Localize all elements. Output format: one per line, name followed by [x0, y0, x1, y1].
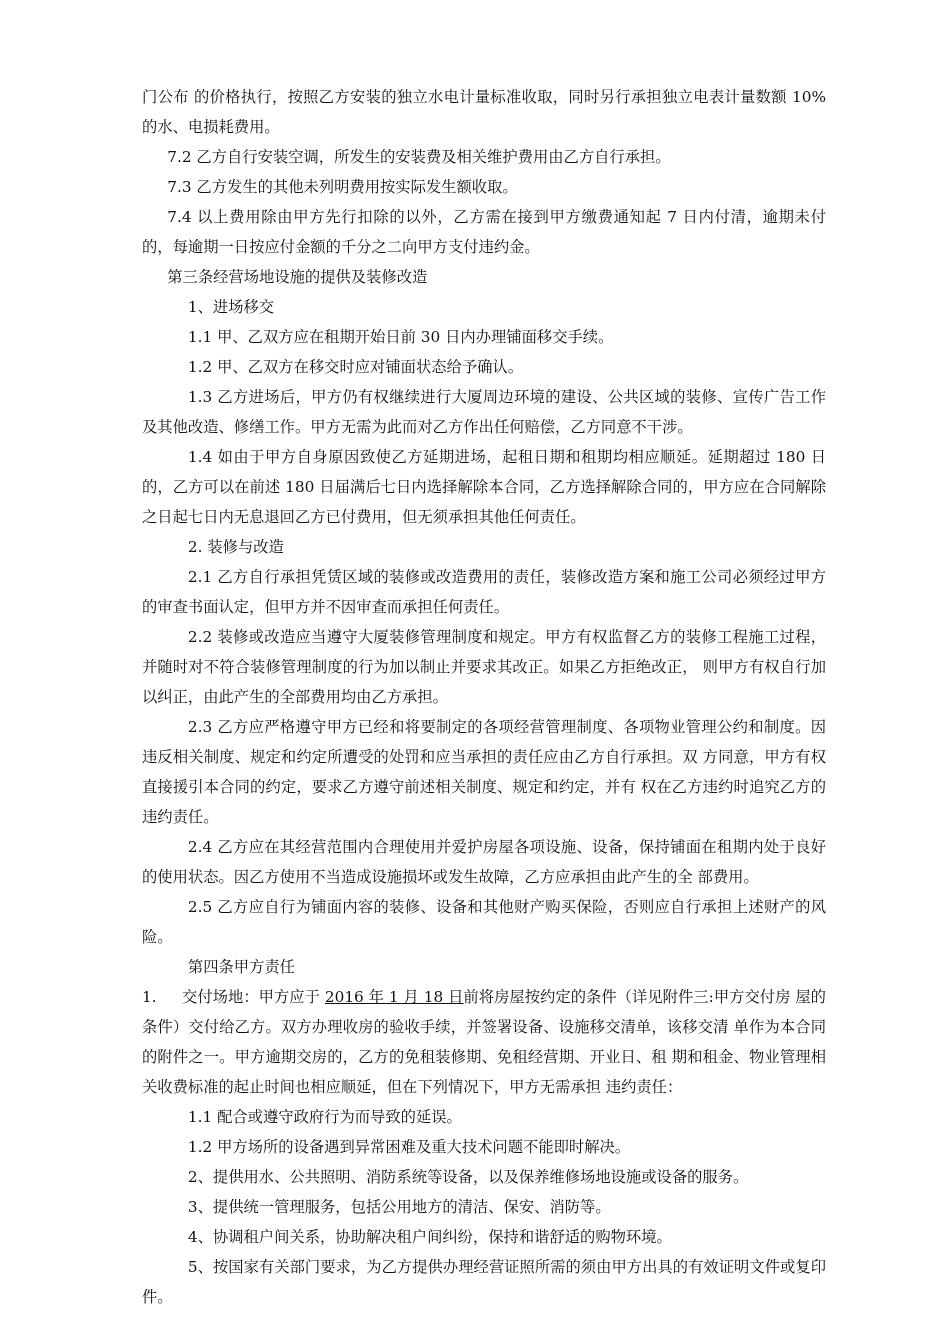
clause-delivery-text-after: 前将房屋按约定的条件（详见附件三:甲方交付房 屋的条件）交付给乙方。双方办理收房的验收手续，并签署设备、设施移交清单，该移交清 单作为本合同的附件之一。甲方逾期交房的，乙方的免租装修期、免租经营期、开业日、租 期和租金、物业管理相关收费标准的起止时间也相应顺延，但在下列情况下，甲方无需承担 违约责任： — [142, 988, 826, 1096]
clause-delivery-number: 1. — [142, 988, 157, 1006]
section-2-heading: 2. 装修与改造 — [187, 538, 284, 556]
clause-2-1: 2.1 乙方自行承担凭赁区域的装修或改造费用的责任，装修改造方案和施工公司必须经过甲方的审查书面认定，但甲方并不因审查而承担任何责任。 — [142, 568, 826, 616]
article-4-heading: 第四条甲方责任 — [187, 958, 295, 976]
clause-1-2: 1.2 甲、乙双方在移交时应对铺面状态给予确认。 — [187, 358, 524, 376]
clause-1-1: 1.1 甲、乙双方应在租期开始日前 30 日内办理铺面移交手续。 — [187, 328, 614, 346]
clause-7-3: 7.3 乙方发生的其他未列明费用按实际发生额收取。 — [167, 178, 518, 196]
clause-2-2: 2.2 装修或改造应当遵守大厦装修管理制度和规定。甲方有权监督乙方的装修工程施工过程，并随时对不符合装修管理制度的行为加以制止并要求其改正。如果乙方拒绝改正， 则甲方有权自行加以纠正，由此产生的全部费用均由乙方承担。 — [142, 628, 826, 706]
clause-4-5: 5、按国家有关部门要求，为乙方提供办理经营证照所需的须由甲方出具的有效证明文件或复印件。 — [142, 1258, 826, 1306]
clause-delivery-text-before: 交付场地：甲方应于 — [182, 988, 325, 1006]
clause-7-4: 7.4 以上费用除由甲方先行扣除的以外，乙方需在接到甲方缴费通知起 7 日内付清，逾期未付的，每逾期一日按应付金额的千分之二向甲方支付违约金。 — [142, 208, 826, 256]
clause-1-3: 1.3 乙方进场后，甲方仍有权继续进行大厦周边环境的建设、公共区域的装修、宣传广告工作及其他改造、修缮工作。甲方无需为此而对乙方作出任何赔偿，乙方同意不干涉。 — [142, 388, 826, 436]
clause-4-1-1: 1.1 配合或遵守政府行为而导致的延误。 — [187, 1108, 462, 1126]
clause-4-4: 4、协调租户间关系，协助解决租户间纠纷，保持和谐舒适的购物环境。 — [187, 1228, 672, 1246]
clause-2-5: 2.5 乙方应自行为铺面内容的装修、设备和其他财产购买保险，否则应自行承担上述财产的风险。 — [142, 898, 826, 946]
paragraph-water-electric-fee: 门公布 的价格执行，按照乙方安装的独立水电计量标准收取，同时另行承担独立电表计量数额 10%的水、电损耗费用。 — [142, 88, 826, 136]
clause-4-2: 2、提供用水、公共照明、消防系统等设备，以及保养维修场地设施或设备的服务。 — [187, 1168, 749, 1186]
clause-4-1-2: 1.2 甲方场所的设备遇到异常困难及重大技术问题不能即时解决。 — [187, 1138, 631, 1156]
clause-4-3: 3、提供统一管理服务，包括公用地方的清洁、保安、消防等。 — [187, 1198, 611, 1216]
article-3-heading: 第三条经营场地设施的提供及装修改造 — [167, 268, 428, 286]
clause-delivery — [142, 982, 826, 1102]
document-page — [142, 82, 826, 1312]
clause-1-4: 1.4 如由于甲方自身原因致使乙方延期进场，起租日期和租期均相应顺延。延期超过 180 日的，乙方可以在前述 180 日届满后七日内选择解除本合同，乙方选择解除合同的，甲方应在合同解除之日起七日内无息退回乙方已付费用，但无须承担其他任何责任。 — [142, 448, 826, 526]
clause-2-3: 2.3 乙方应严格遵守甲方已经和将要制定的各项经营管理制度、各项物业管理公约和制度。因违反相关制度、规定和约定所遭受的处罚和应当承担的责任应由乙方自行承担。双 方同意，甲方有权直接援引本合同的约定，要求乙方遵守前述相关制度、规定和约定，并有 权在乙方违约时追究乙方的违约责任。 — [142, 718, 826, 826]
clause-7-2: 7.2 乙方自行安装空调，所发生的安装费及相关维护费用由乙方自行承担。 — [167, 148, 671, 166]
clause-2-4: 2.4 乙方应在其经营范围内合理使用并爱护房屋各项设施、设备，保持铺面在租期内处于良好的使用状态。因乙方使用不当造成设施损坏或发生故障，乙方应承担由此产生的全 部费用。 — [142, 838, 826, 886]
section-1-heading: 1、进场移交 — [187, 298, 275, 316]
delivery-date: 2016 年 1 月 18 日 — [324, 988, 464, 1006]
